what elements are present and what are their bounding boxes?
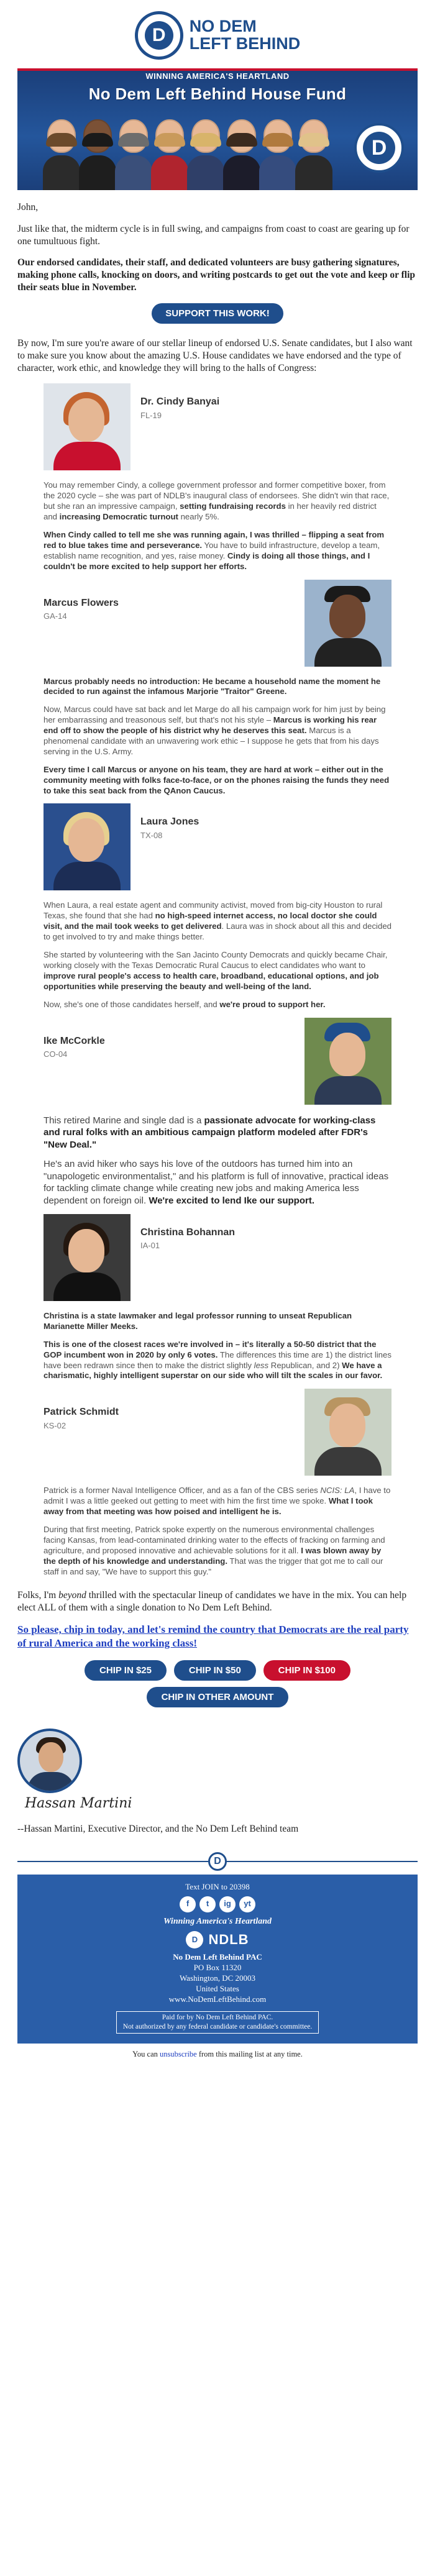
candidate-paragraph — [44, 1486, 392, 1517]
footer-divider — [0, 1852, 435, 1871]
footer-logo-icon: D — [208, 1852, 227, 1871]
footer-org: No Dem Left Behind PAC — [173, 1952, 262, 1962]
candidate-district: FL-19 — [140, 410, 162, 420]
text: Patrick is a former Naval Intelligence Officer, and as a fan of the CBS series — [44, 1486, 321, 1496]
text: thrilled with the spectacular lineup of candidates we have in the mix. You can help elect ALL of them with a single donation to No Dem Left Behind. — [17, 1590, 407, 1614]
candidate-photo — [304, 1389, 392, 1476]
candidate-block — [44, 803, 392, 1010]
intro-paragraph-3: By now, I'm sure you're aware of our stellar lineup of endorsed U.S. Senate candidates, but I also want to make sure you know about the amazing U.S. House candidates we have endorsed and the type of character, work ethic, and knowledge they will bring to the halls of Congress: — [17, 337, 413, 373]
candidate-paragraph — [44, 1525, 392, 1577]
text: That was the trigger that got me to call our staff in and say, "We have to support this guy." — [44, 1556, 383, 1576]
chip-in-other-button[interactable]: CHIP IN OTHER AMOUNT — [147, 1687, 289, 1707]
text: . Laura was in shock about all this and decided to get involved to try and make things better. — [44, 921, 392, 942]
candidate-header — [44, 1214, 392, 1301]
text: You have to build infrastructure, develop a team, establish name recognition, and yes, raise money. — [44, 540, 380, 560]
candidate-name: Patrick Schmidt — [44, 1407, 119, 1418]
banner-person — [222, 133, 261, 190]
signer-photo — [17, 1729, 82, 1793]
text: Now, Marcus could have sat back and let Marge do all his campaign work for him just by being her embarrassing and treasonous self, but that's not his style – — [44, 705, 386, 725]
text: from this mailing list at any time. — [196, 2049, 303, 2058]
intro-section — [0, 190, 435, 374]
candidate-district: IA-01 — [140, 1241, 160, 1251]
text-bold: Marcus is working his rear end off to show the people of his district why he deserves this seat. — [44, 715, 377, 736]
house-fund-banner[interactable] — [17, 68, 418, 190]
candidate-paragraph — [44, 900, 392, 943]
text: He's an avid hiker who says his love of the outdoors has turned him into an "unapologetic environmentalist," and his platform is full of innovative, practical ideas for tackling climate change while creating new jobs and making America less dependent on foreign oil. — [44, 1159, 389, 1206]
text-bold: setting fundraising records — [180, 501, 286, 511]
banner-title: No Dem Left Behind House Fund — [88, 84, 347, 103]
banner-person — [42, 133, 81, 190]
text-bold: We're excited to lend Ike our support. — [149, 1195, 314, 1206]
closing-section — [0, 1584, 435, 1713]
footer-text-join: Text JOIN to 20398 — [185, 1881, 250, 1891]
candidate-name: Marcus Flowers — [44, 597, 119, 608]
text: During that first meeting, Patrick spoke expertly on the numerous environmental challenges facing Kansas, from lead-contaminated drinking water to the effects of fracking on farming and agriculture, and proposed innovative and achievable solutions for it all. — [44, 1525, 385, 1555]
text: She started by volunteering with the San Jacinto County Democrats and quickly became Chair, working closely with the Texas Democratic Rural Caucus to elect candidates who want to — [44, 950, 388, 970]
header-logo[interactable] — [0, 0, 435, 62]
social-icons — [17, 1896, 418, 1912]
candidate-paragraph — [44, 1158, 392, 1207]
text-bold: passionate advocate for working-class and rural folks with an ambitious campaign platform modeled after FDR's "New Deal." — [44, 1115, 376, 1150]
candidate-district: CO-04 — [44, 1049, 68, 1059]
candidate-header — [44, 580, 392, 667]
candidate-district: TX-08 — [140, 830, 163, 840]
candidate-name-block — [44, 1389, 119, 1476]
chip-in-link[interactable]: So please, chip in today, and let's remind the country that Democrats are the real party of rural America and the working class! — [17, 1624, 409, 1649]
candidate-name: Dr. Cindy Banyai — [140, 396, 220, 408]
candidate-paragraph — [44, 1340, 392, 1382]
banner-person — [150, 133, 189, 190]
text: The differences this time are 1) the district lines have been redrawn since then to make the district slightly — [44, 1350, 392, 1370]
candidate-district: GA-14 — [44, 611, 67, 621]
candidate-header — [44, 803, 392, 890]
footer-logo-text: NDLB — [208, 1931, 249, 1947]
footer-website-link[interactable]: www.NoDemLeftBehind.com — [168, 1994, 267, 2004]
candidate-paragraph — [44, 950, 392, 992]
text: nearly 5%. — [178, 512, 219, 522]
signoff: --Hassan Martini, Executive Director, and the No Dem Left Behind team — [17, 1823, 299, 1834]
unsubscribe-link[interactable]: unsubscribe — [160, 2049, 197, 2058]
candidate-paragraph: Christina is a state lawmaker and legal professor running to unseat Republican Marianette Miller Meeks. — [44, 1311, 352, 1331]
candidate-paragraph: Marcus probably needs no introduction: He became a household name the moment he decided to run against the infamous Marjorie "Traitor" Greene. — [44, 676, 381, 697]
logo-wordmark — [190, 18, 301, 52]
text-bold: we're proud to support her. — [219, 999, 326, 1009]
text-italic: NCIS: LA — [320, 1486, 355, 1496]
footer-address-2: Washington, DC 20003 — [179, 1973, 256, 1983]
candidate-paragraph — [44, 480, 392, 523]
candidate-name: Christina Bohannan — [140, 1227, 236, 1238]
candidate-name-block — [130, 383, 219, 470]
candidate-block — [44, 580, 392, 797]
candidate-paragraph — [44, 705, 392, 757]
candidate-paragraph — [44, 1115, 392, 1151]
text: in her heavily red district and — [44, 501, 377, 522]
greeting: John, — [17, 202, 39, 212]
candidate-photo — [44, 1214, 130, 1301]
twitter-icon[interactable]: t — [199, 1896, 216, 1912]
facebook-icon[interactable]: f — [180, 1896, 196, 1912]
footer-logo — [17, 1931, 418, 1949]
footer-address-1: PO Box 11320 — [193, 1963, 242, 1973]
text: You may remember Cindy, a college government professor and former competitive boxer, from the 2020 cycle – she was part of NDLB's inaugural class of endorsees. She didn't win that race, but she ran an impressive campaign, — [44, 480, 390, 511]
text-italic: less — [254, 1360, 269, 1370]
candidate-photo — [44, 383, 130, 470]
text: When Laura, a real estate agent and community activist, moved from big-city Houston to rural Texas, she found that she had — [44, 900, 383, 921]
signature: Hassan Martini — [25, 1795, 132, 1811]
closing-paragraph — [17, 1589, 418, 1614]
chip-in-100-button[interactable]: CHIP IN $100 — [263, 1660, 350, 1681]
logo-line-1: NO DEM — [189, 17, 257, 36]
candidate-block — [44, 383, 392, 572]
text-bold: improve rural people's access to health care, broadband, educational options, and job opportunities while preserving the beauty and well-being of the land. — [44, 971, 379, 991]
text: Folks, I'm — [17, 1590, 59, 1601]
logo-letter: D — [145, 21, 173, 50]
candidate-name-block — [44, 580, 119, 667]
paid-for-notice — [116, 2011, 319, 2034]
candidate-name-block — [44, 1018, 105, 1105]
candidate-name-block — [130, 1214, 235, 1301]
candidate-paragraph — [44, 1000, 392, 1010]
support-button[interactable]: SUPPORT THIS WORK! — [152, 303, 283, 324]
banner-strip: WINNING AMERICA'S HEARTLAND — [145, 71, 290, 81]
candidate-name: Ike McCorkle — [44, 1035, 105, 1046]
candidate-header — [44, 1389, 392, 1476]
text-bold: What I took away from that meeting was how poised and intelligent he is. — [44, 1496, 373, 1517]
candidate-header — [44, 1018, 392, 1105]
text-bold: no high-speed internet access, no local doctor she could visit, and the mail took weeks to get delivered — [44, 911, 377, 931]
candidate-block — [44, 1389, 392, 1577]
banner-person — [78, 133, 117, 190]
support-button-row — [17, 303, 418, 324]
candidate-name-block — [130, 803, 199, 890]
text-bold: We have a charismatic, highly intelligent superstar on our side who will tilt the scales in our favor. — [44, 1360, 383, 1381]
intro-paragraph-1: Just like that, the midterm cycle is in full swing, and campaigns from coast to coast are gearing up for one tumultuous fight. — [17, 223, 410, 247]
chip-in-25-button[interactable]: CHIP IN $25 — [85, 1660, 167, 1681]
candidate-header — [44, 383, 392, 470]
footer-logo-d-icon: D — [186, 1931, 203, 1948]
candidate-district: KS-02 — [44, 1420, 66, 1430]
text-italic: beyond — [58, 1590, 86, 1601]
candidate-photo — [44, 803, 130, 890]
text-bold: I was blown away by the depth of his knowledge and understanding. — [44, 1545, 382, 1566]
paid-for-line-2: Not authorized by any federal candidate or candidate's committee. — [122, 2022, 313, 2030]
banner-person — [186, 133, 225, 190]
candidate-photo — [304, 1018, 392, 1105]
logo-line-2: LEFT BEHIND — [189, 34, 301, 53]
candidate-block — [44, 1018, 392, 1207]
text: , I have to admit I was a little geeked out getting to meet with him the first time we spoke. — [44, 1486, 391, 1506]
text: You can — [132, 2049, 160, 2058]
candidate-name: Laura Jones — [140, 816, 199, 828]
candidate-photo — [304, 580, 392, 667]
text: This retired Marine and single dad is a — [44, 1115, 204, 1126]
banner-person — [295, 133, 333, 190]
candidate-paragraph: Every time I call Marcus or anyone on his team, they are hard at work – either out in the community meeting with folks face-to-face, or on the phones raising the funds they need to take this seat back from the QAnon Caucus. — [44, 764, 390, 795]
text: Marcus is a phenomenal candidate with an unwavering work ethic – I suppose he gets that from his days serving in the U.S. Army. — [44, 726, 379, 756]
logo-circle-icon — [135, 11, 183, 60]
unsubscribe-line — [0, 2044, 435, 2059]
instagram-icon[interactable]: ig — [219, 1896, 236, 1912]
youtube-icon[interactable]: yt — [239, 1896, 255, 1912]
text-bold: increasing Democratic turnout — [59, 512, 178, 522]
banner-candidates-image — [42, 112, 341, 190]
paid-for-line-1: Paid for by No Dem Left Behind PAC. — [162, 2013, 273, 2021]
text-bold: This is one of the closest races we're involved in – it's literally a 50-50 district that the GOP incumbent won in 2020 by only 6 votes. — [44, 1339, 377, 1359]
banner-logo-badge-icon: D — [354, 123, 404, 173]
banner-person — [259, 133, 297, 190]
chip-in-50-button[interactable]: CHIP IN $50 — [174, 1660, 256, 1681]
footer-motto: Winning America's Heartland — [163, 1916, 272, 1926]
text-bold: Cindy is doing all those things, and I couldn't be more excited to help support her efforts. — [44, 550, 370, 571]
intro-paragraph-2: Our endorsed candidates, their staff, and dedicated volunteers are busy gathering signatures, making phone calls, knocking on doors, and writing postcards to get out the vote and keep or flip their seats blue in November. — [17, 257, 416, 293]
chip-in-buttons — [17, 1660, 418, 1714]
banner-person — [114, 133, 153, 190]
text: Now, she's one of those candidates herself, and — [44, 999, 220, 1009]
footer — [17, 1875, 418, 2044]
footer-address-3: United States — [196, 1984, 239, 1994]
text: Republican, and 2) — [268, 1360, 342, 1370]
text-bold: When Cindy called to tell me she was running again, I was thrilled – flipping a seat from red to blue takes time and perseverance. — [44, 530, 385, 550]
candidate-block — [44, 1214, 392, 1381]
candidate-paragraph — [44, 530, 392, 572]
